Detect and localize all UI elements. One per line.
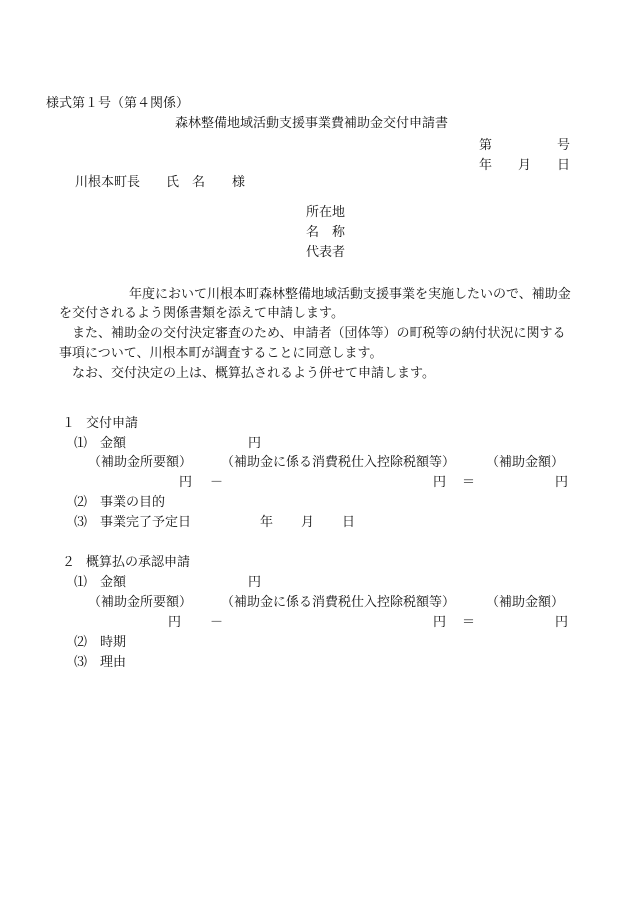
section-1-amount-number: ⑴: [74, 436, 88, 451]
addressee-mayor: 川根本町長: [75, 175, 141, 190]
section-2-amount-number: ⑴: [74, 575, 88, 590]
applicant-representative-label: 代表者: [306, 245, 346, 260]
section-1-amount-label: 金額: [100, 436, 127, 451]
body-paragraph-2-line-1: また、補助金の交付決定審査のため、申請者（団体等）の町税等の納付状況に関する: [72, 326, 566, 341]
body-paragraph-3: なお、交付決定の上は、概算払されるよう併せて申請します。: [72, 366, 435, 381]
section-2-amount-yen: 円: [248, 575, 262, 590]
section-1-amount-yen: 円: [248, 436, 262, 451]
date-month: 月: [518, 158, 532, 173]
section-1-item-2-label: 事業の目的: [100, 495, 166, 510]
section-2-amount-label: 金額: [100, 575, 127, 590]
section-2-number: ２: [62, 555, 76, 570]
section-2-subsidy-yen: 円: [555, 615, 569, 630]
body-paragraph-1-line-1: 年度において川根本町森林整備地域活動支援事業を実施したいので、補助金: [129, 287, 571, 302]
section-2-tax-yen: 円: [433, 615, 447, 630]
applicant-address-label: 所在地: [306, 205, 346, 220]
body-paragraph-1-line-2: を交付されるよう関係書類を添えて申請します。: [59, 306, 344, 321]
body-paragraph-2-line-2: 事項について、川根本町が調査することに同意します。: [59, 346, 383, 361]
doc-no-dai: 第: [479, 138, 493, 153]
section-2-minus: －: [210, 615, 224, 630]
section-1-col-required: （補助金所要額）: [88, 455, 193, 470]
section-2-item-3-label: 理由: [100, 655, 127, 670]
section-1-subsidy-yen: 円: [555, 475, 569, 490]
date-day: 日: [557, 158, 571, 173]
section-1-item-3-number: ⑶: [74, 515, 88, 530]
doc-no-go: 号: [557, 138, 571, 153]
section-1-minus: －: [210, 475, 224, 490]
section-1-col-subsidy: （補助金額）: [486, 455, 565, 470]
section-1-required-yen: 円: [179, 475, 193, 490]
section-1-item-2-number: ⑵: [74, 495, 88, 510]
section-1-col-tax: （補助金に係る消費税仕入控除税額等）: [221, 455, 456, 470]
applicant-name-label: 名 称: [306, 225, 346, 240]
section-1-number: １: [62, 416, 76, 431]
section-2-item-2-label: 時期: [100, 635, 127, 650]
section-1-item-3-month: 月: [301, 515, 315, 530]
section-1-equals: ＝: [462, 475, 476, 490]
section-2-col-tax: （補助金に係る消費税仕入控除税額等）: [221, 595, 456, 610]
section-1-tax-yen: 円: [433, 475, 447, 490]
section-2-col-subsidy: （補助金額）: [486, 595, 565, 610]
date-year: 年: [479, 158, 493, 173]
addressee-sama: 様: [232, 175, 246, 190]
section-1-item-3-year: 年: [260, 515, 274, 530]
section-2-equals: ＝: [462, 615, 476, 630]
form-number: 様式第１号（第４関係）: [46, 96, 190, 111]
section-2-required-yen: 円: [168, 615, 182, 630]
section-2-item-2-number: ⑵: [74, 635, 88, 650]
section-2-heading: 概算払の承認申請: [86, 555, 191, 570]
section-1-heading: 交付申請: [86, 416, 139, 431]
document-title: 森林整備地域活動支援事業費補助金交付申請書: [175, 116, 449, 131]
section-1-item-3-day: 日: [342, 515, 356, 530]
section-2-col-required: （補助金所要額）: [88, 595, 193, 610]
addressee-name-label: 氏 名: [166, 175, 206, 190]
section-1-item-3-label: 事業完了予定日: [100, 515, 192, 530]
section-2-item-3-number: ⑶: [74, 655, 88, 670]
